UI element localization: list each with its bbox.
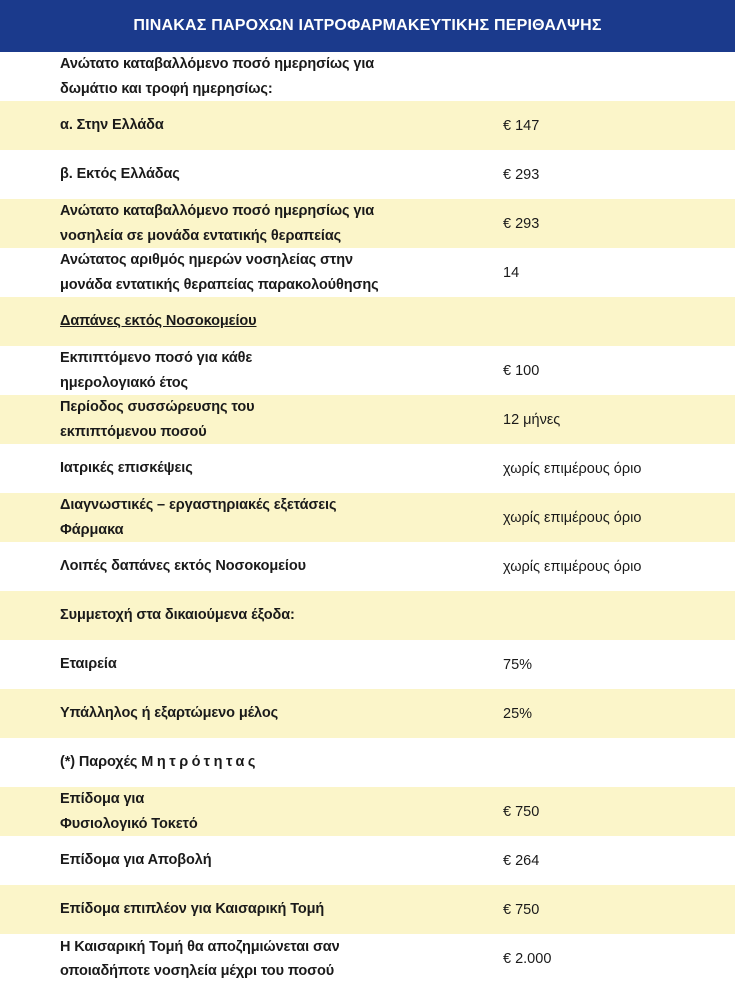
table-row bbox=[0, 885, 735, 934]
row-value: χωρίς επιμέρους όριο bbox=[503, 509, 642, 526]
row-label-line: Ανώτατο καταβαλλόμενο ποσό ημερησίως για bbox=[60, 203, 375, 219]
row-value: € 750 bbox=[503, 803, 540, 820]
row-label bbox=[60, 395, 480, 444]
table-row bbox=[0, 150, 735, 199]
table-row bbox=[0, 493, 735, 542]
table-row bbox=[0, 542, 735, 591]
row-label: β. Εκτός Ελλάδας bbox=[60, 166, 180, 183]
row-value: χωρίς επιμέρους όριο bbox=[503, 460, 642, 477]
section-heading-participation: Συμμετοχή στα δικαιούμενα έξοδα: bbox=[60, 607, 295, 624]
row-label bbox=[60, 346, 480, 395]
table-row bbox=[0, 689, 735, 738]
section-heading-maternity bbox=[60, 750, 480, 775]
table-row bbox=[0, 787, 735, 836]
table-row bbox=[0, 395, 735, 444]
row-label-line: Ανώτατος αριθμός ημερών νοσηλείας στην bbox=[60, 252, 353, 268]
row-label: α. Στην Ελλάδα bbox=[60, 117, 164, 134]
table-row bbox=[0, 738, 735, 787]
row-value: χωρίς επιμέρους όριο bbox=[503, 558, 642, 575]
table-row bbox=[0, 52, 735, 101]
row-value: 75% bbox=[503, 656, 533, 673]
table-row bbox=[0, 101, 735, 150]
row-label bbox=[60, 248, 480, 297]
row-label bbox=[60, 493, 480, 542]
row-value: € 750 bbox=[503, 901, 540, 918]
row-value: € 2.000 bbox=[503, 951, 552, 967]
row-label bbox=[60, 787, 480, 836]
table-row bbox=[0, 640, 735, 689]
row-label-line: ημερολογιακό έτος bbox=[60, 374, 188, 391]
row-value: € 147 bbox=[503, 117, 540, 134]
row-label-spaced: Μητρότητας bbox=[141, 754, 259, 771]
row-label-line: Φυσιολογικό Τοκετό bbox=[60, 815, 198, 832]
row-label-line: Διαγνωστικές – εργαστηριακές εξετάσεις bbox=[60, 497, 337, 513]
row-label-line: οποιαδήποτε νοσηλεία μέχρι του ποσού bbox=[60, 963, 335, 979]
row-label bbox=[60, 52, 480, 101]
row-label: Υπάλληλος ή εξαρτώμενο μέλος bbox=[60, 705, 279, 722]
row-value: 25% bbox=[503, 705, 533, 722]
row-label-line: Περίοδος συσσώρευσης του bbox=[60, 399, 255, 415]
row-label: Επίδομα για Αποβολή bbox=[60, 852, 212, 869]
row-value: € 100 bbox=[503, 362, 540, 379]
row-label-line: εκπιπτόμενου ποσού bbox=[60, 423, 207, 440]
table-row bbox=[0, 444, 735, 493]
table-row bbox=[0, 297, 735, 346]
row-label-line: δωμάτιο και τροφή ημερησίως: bbox=[60, 80, 273, 97]
row-value: 14 bbox=[503, 264, 520, 281]
row-label bbox=[60, 935, 480, 984]
row-label: Λοιπές δαπάνες εκτός Νοσοκομείου bbox=[60, 558, 306, 575]
row-label-line: Εκπιπτόμενο ποσό για κάθε bbox=[60, 350, 253, 366]
row-value: € 293 bbox=[503, 166, 540, 183]
row-label-line: μονάδα εντατικής θεραπείας παρακολούθησης bbox=[60, 276, 379, 293]
row-label-prefix: (*) Παροχές bbox=[60, 754, 142, 771]
row-label-line: νοσηλεία σε μονάδα εντατικής θεραπείας bbox=[60, 227, 342, 244]
table-body bbox=[0, 52, 735, 984]
row-label-line: Ανώτατο καταβαλλόμενο ποσό ημερησίως για bbox=[60, 56, 375, 72]
table-row bbox=[0, 591, 735, 640]
row-value: 12 μήνες bbox=[503, 411, 561, 428]
row-value: € 293 bbox=[503, 215, 540, 232]
table-title: ΠΙΝΑΚΑΣ ΠΑΡΟΧΩΝ ΙΑΤΡΟΦΑΡΜΑΚΕΥΤΙΚΗΣ ΠΕΡΙΘΑΛΨΗΣ bbox=[0, 0, 735, 52]
row-label-line: Φάρμακα bbox=[60, 521, 124, 538]
row-label-line: Η Καισαρική Τομή θα αποζημιώνεται σαν bbox=[60, 938, 340, 955]
table-row bbox=[0, 199, 735, 248]
table-row bbox=[0, 934, 735, 984]
section-heading-outpatient bbox=[60, 309, 480, 334]
table-row bbox=[0, 248, 735, 297]
row-label-line: Επίδομα για bbox=[60, 791, 145, 807]
table-row bbox=[0, 346, 735, 395]
row-label: Επίδομα επιπλέον για Καισαρική Τομή bbox=[60, 901, 325, 918]
row-label: Εταιρεία bbox=[60, 656, 117, 673]
row-label-line: Δαπάνες εκτός Νοσοκομείου bbox=[60, 313, 257, 330]
row-label: Ιατρικές επισκέψεις bbox=[60, 460, 193, 477]
row-value: € 264 bbox=[503, 852, 540, 869]
table-row bbox=[0, 836, 735, 885]
row-label bbox=[60, 199, 480, 248]
